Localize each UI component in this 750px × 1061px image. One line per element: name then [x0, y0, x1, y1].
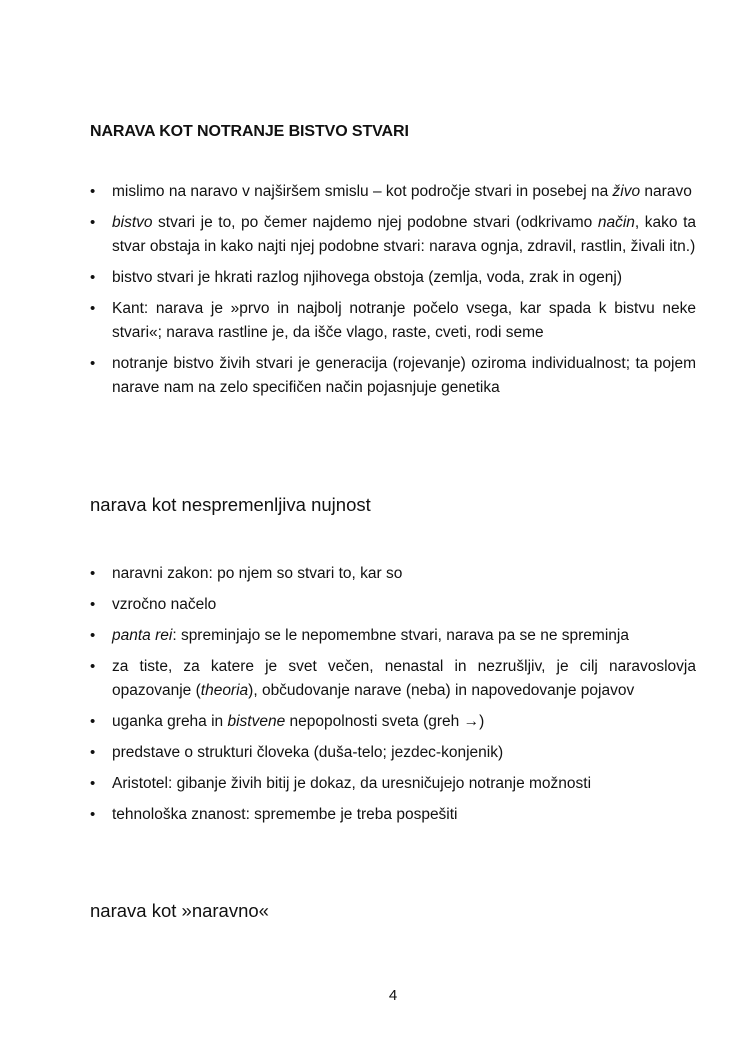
list-item: • bistvo stvari je hkrati razlog njihovega obstoja (zemlja, voda, zrak in ogenj): [90, 266, 696, 290]
bullet-icon: •: [90, 565, 96, 582]
list-item: • naravni zakon: po njem so stvari to, kar so: [90, 562, 696, 586]
section-heading-nujnost: narava kot nespremenljiva nujnost: [90, 494, 371, 515]
bullet-icon: •: [90, 775, 96, 792]
bullet-icon: •: [90, 596, 96, 613]
list-item: • panta rei: spreminjajo se le nepomembne stvari, narava pa se ne spreminja: [90, 624, 696, 648]
bullet-icon: •: [90, 744, 96, 761]
bullet-icon: •: [90, 658, 96, 675]
list-item: • Kant: narava je »prvo in najbolj notranje počelo vsega, kar spada k bistvu neke stvari«; narava rastline je, da išče vlago, raste, cveti, rodi seme: [90, 297, 696, 345]
bullet-icon: •: [90, 269, 96, 286]
list-item: • za tiste, za katere je svet večen, nenastal in nezrušljiv, je cilj naravoslovja opazovanje (theoria), občudovanje narave (neba) in napovedovanje pojavov: [90, 655, 696, 703]
bullet-icon: •: [90, 183, 96, 200]
bullet-list-nujnost: [90, 562, 696, 834]
section-heading-naravno: narava kot »naravno«: [90, 900, 269, 921]
bullet-icon: •: [90, 627, 96, 644]
bullet-list-bistvo: [90, 180, 696, 407]
bullet-icon: •: [90, 713, 96, 730]
list-item: • tehnološka znanost: spremembe je treba pospešiti: [90, 803, 696, 827]
bullet-icon: •: [90, 300, 96, 317]
bullet-icon: •: [90, 355, 96, 372]
list-item: • vzročno načelo: [90, 593, 696, 617]
bullet-icon: •: [90, 806, 96, 823]
page-number: 4: [388, 987, 398, 1004]
list-item: • notranje bistvo živih stvari je generacija (rojevanje) oziroma individualnost; ta pojem narave nam na zelo specifičen način pojasnjuje genetika: [90, 352, 696, 400]
section-heading-bistvo: NARAVA KOT NOTRANJE BISTVO STVARI: [90, 123, 409, 140]
list-item: • uganka greha in bistvene nepopolnosti sveta (greh →): [90, 710, 696, 734]
list-item: • mislimo na naravo v najširšem smislu – kot področje stvari in posebej na živo naravo: [90, 180, 696, 204]
list-item: • bistvo stvari je to, po čemer najdemo njej podobne stvari (odkrivamo način, kako ta stvar obstaja in kako najti njej podobne stvari: narava ognja, zdravil, rastlin, živali itn.): [90, 211, 696, 259]
bullet-icon: •: [90, 214, 96, 231]
list-item: • predstave o strukturi človeka (duša-telo; jezdec-konjenik): [90, 741, 696, 765]
list-item: • Aristotel: gibanje živih bitij je dokaz, da uresničujejo notranje možnosti: [90, 772, 696, 796]
